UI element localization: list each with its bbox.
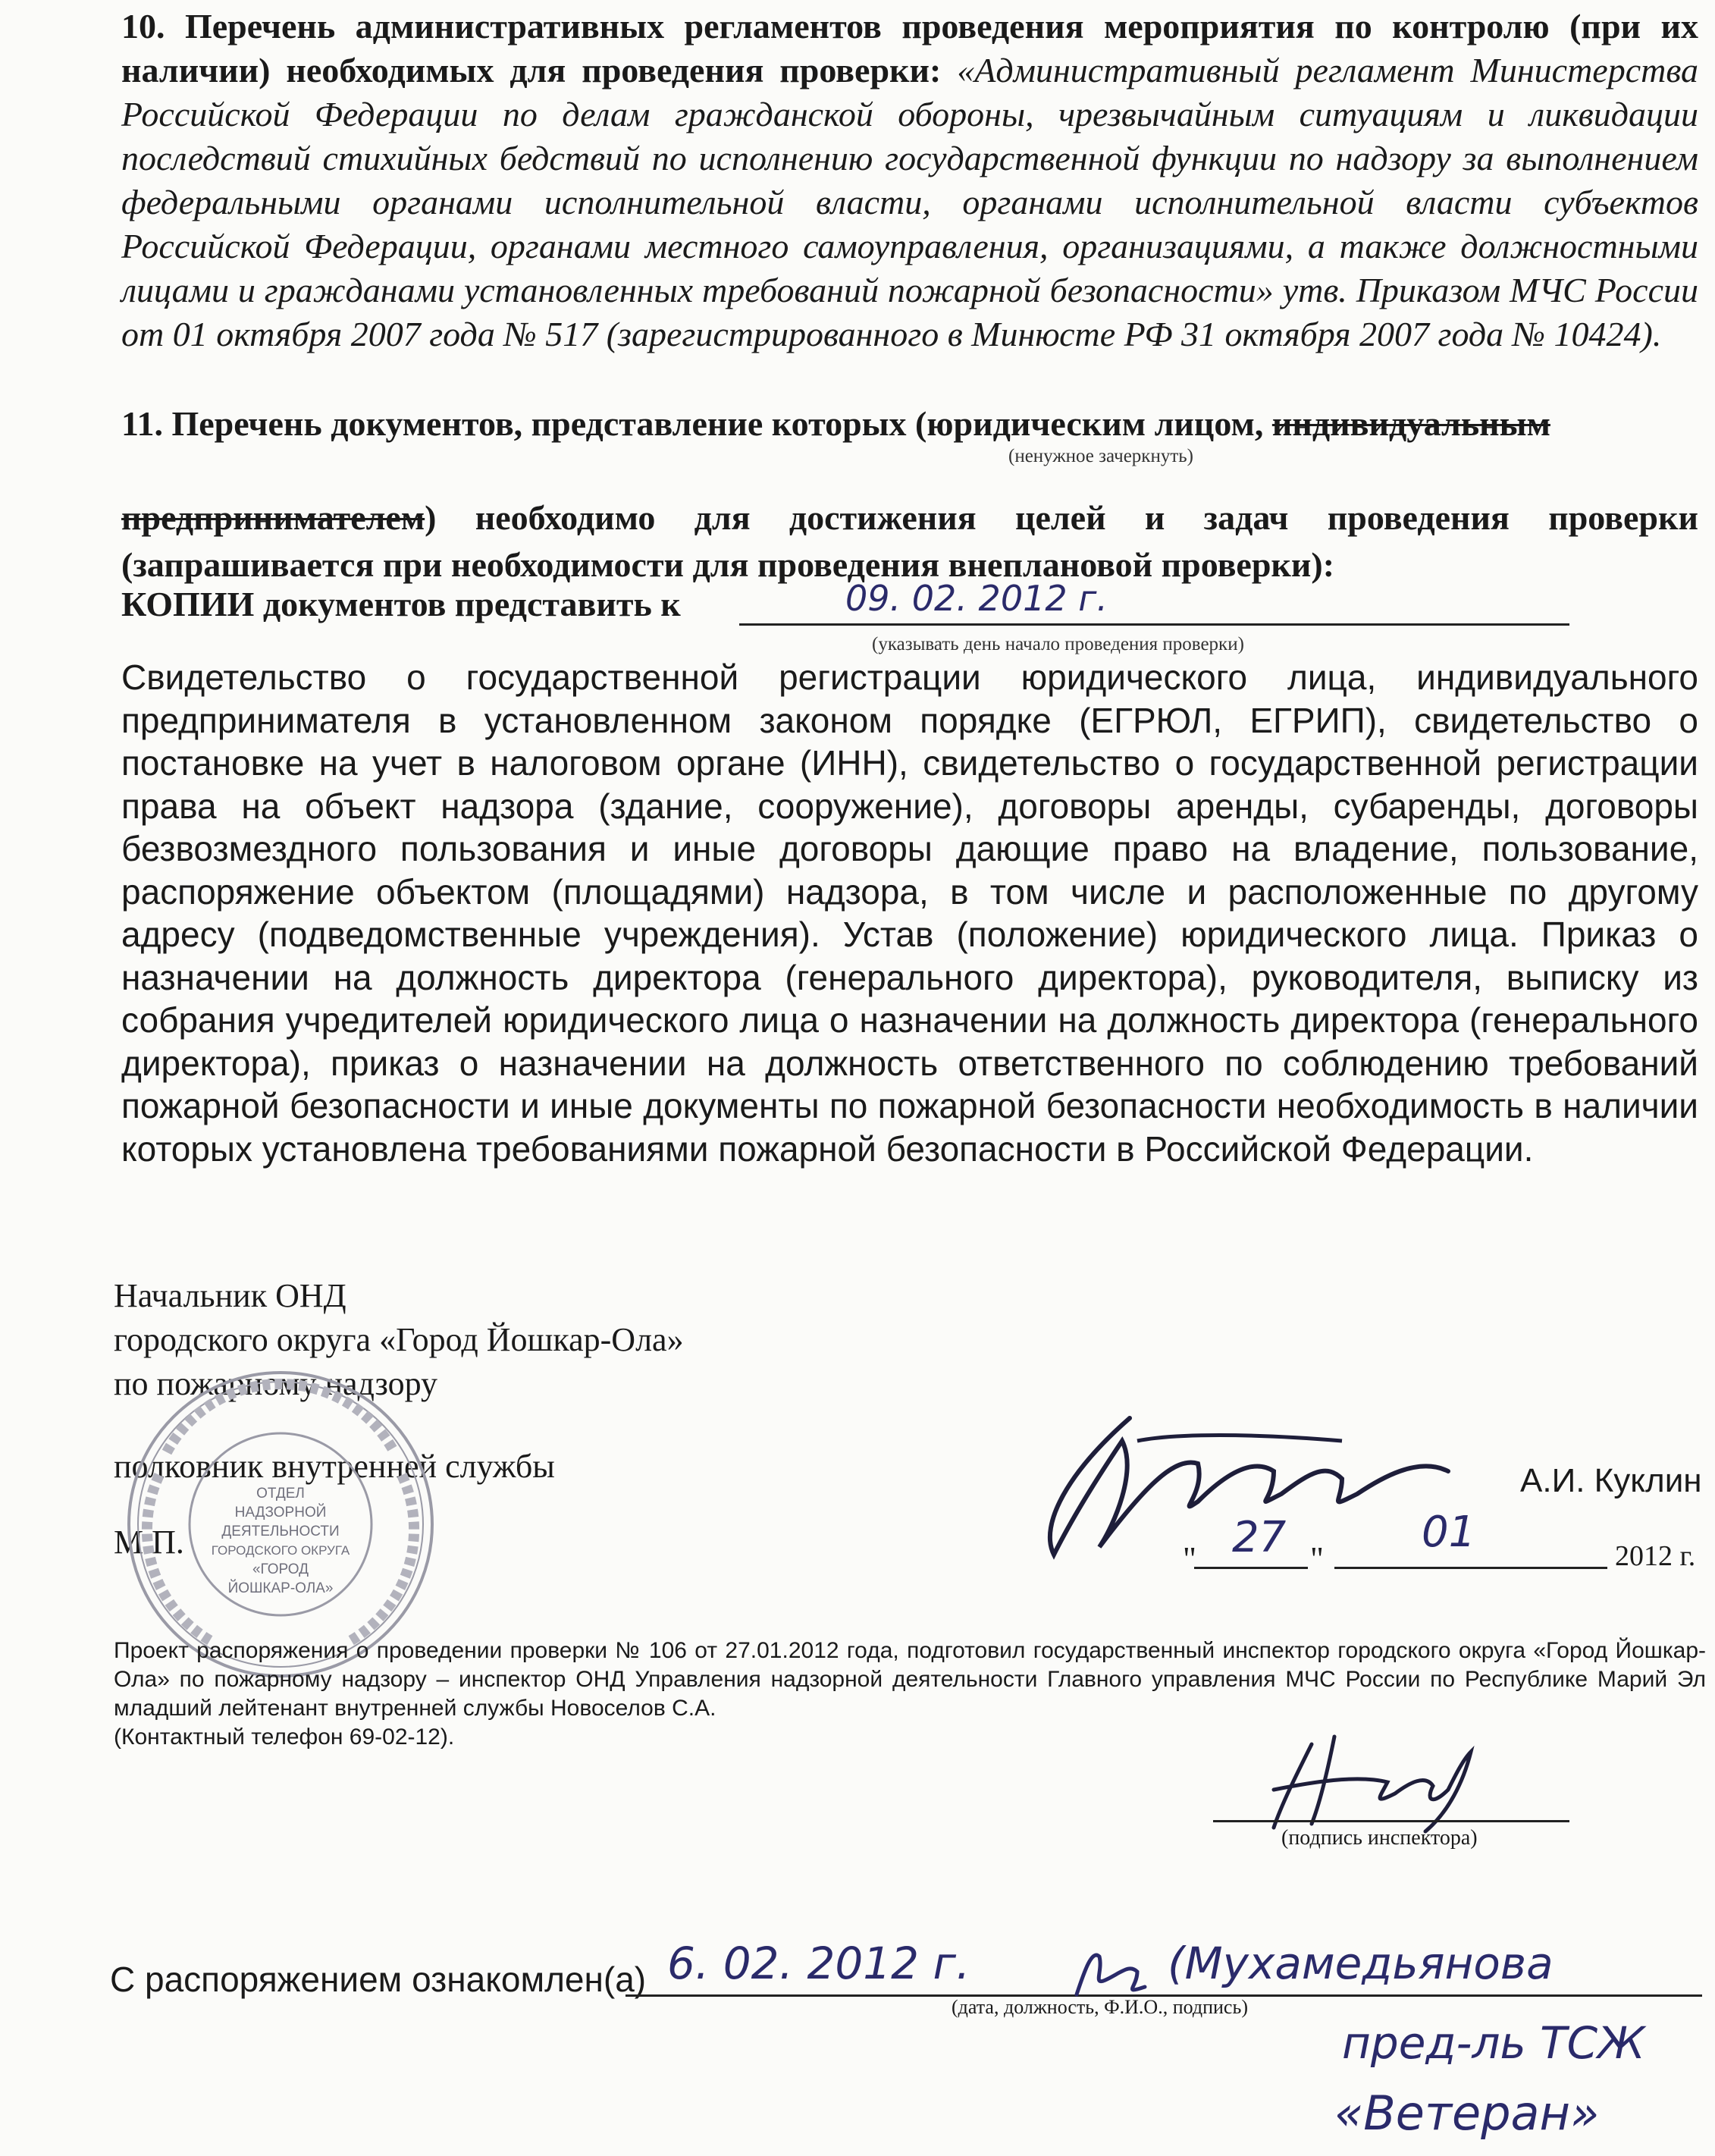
handwritten-ack-date: 6. 02. 2012 г. <box>667 1938 970 1989</box>
signatory-line-2: городского округа «Город Йошкар-Ола» <box>114 1321 684 1358</box>
inspector-signature-hint: (подпись инспектора) <box>1281 1826 1478 1850</box>
documents-text: Свидетельство о государственной регистрации юридического лица, индивидуального предпринимателя в установленном законом порядке (ЕГРЮЛ, ЕГРИП), свидетельство о постановке на учет в налоговом органе (ИНН), свидетельство о государственной регистрации права на объект надзора (здание, сооружение), договоры аренды, субаренды, договоры безвозмездного пользования и иные договоры дающие право на владение, пользование, распоряжение объектом (площадями) надзора, в том числе и расположенные по другому адресу (подведомственные учреждения). Устав (положение) юридического лица. Приказ о назначении на должность директора (генерального директора), руководителя, выписку из собрания учредителей юридического лица о назначении на должность директора (генерального директора), приказ о назначении на должность ответственного по соблюдению требований пожарной безопасности и иные документы по пожарной безопасности необходимость в наличии которых установлена требованиями пожарной безопасности в Российской Федерации. <box>121 657 1698 1169</box>
documents-list <box>121 656 1698 1170</box>
date-year: 2012 г. <box>1615 1540 1696 1572</box>
ack-initials-signature <box>1061 1941 1160 2002</box>
section-11-label-start: 11. Перечень документов, представление которых (юридическим лицом, <box>121 404 1272 443</box>
acknowledgement-hint: (дата, должность, Ф.И.О., подпись) <box>952 1996 1248 2018</box>
handwritten-day: 27 <box>1232 1513 1287 1562</box>
copies-label: КОПИИ документов представить к <box>121 585 681 623</box>
section-11-label-end: ) необходимо для достижения целей и задач проведения проверки (запрашивается при необходимости для проведения внеплановой проверки): <box>121 498 1698 584</box>
svg-text:ЙОШКАР-ОЛА»: ЙОШКАР-ОЛА» <box>227 1580 334 1596</box>
chief-name: А.И. Куклин <box>1520 1462 1702 1499</box>
copies-hint: (указывать день начало проведения проверки) <box>872 634 1244 654</box>
month-line <box>1334 1567 1607 1569</box>
project-note-phone: (Контактный телефон 69-02-12). <box>114 1724 455 1750</box>
project-note-text: Проект распоряжения о проведении проверки № 106 от 27.01.2012 года, подготовил государственный инспектор городского округа «Город Йошкар-Ола» по пожарному надзору – инспектор ОНД Управления надзорной деятельности Главного управления МЧС России по Республике Марий Эл младший лейтенант внутренней службы Новоселов С.А. <box>114 1638 1706 1721</box>
struck-word-individual: индивидуальным <box>1271 404 1550 443</box>
svg-text:ГОРОДСКОГО ОКРУГА: ГОРОДСКОГО ОКРУГА <box>211 1543 350 1558</box>
seal-place-label: М.П. <box>114 1524 184 1561</box>
svg-text:«ГОРОД: «ГОРОД <box>252 1561 309 1577</box>
date-quote-open: " <box>1183 1540 1196 1577</box>
section-10-text: «Административный регламент Министерства Российской Федерации по делам гражданской обороны, чрезвычайным ситуациям и ликвидации последствий стихийных бедствий по исполнению государственной функции по надзору за выполнением федеральными органами исполнительной власти, органами исполнительной власти субъектов Российской Федерации, органами местного самоуправления, организациями, а также должностными лицами и гражданами установленных требований пожарной безопасности» утв. Приказом МЧС России от 01 октября 2007 года № 517 (зарегистрированного в Минюсте РФ 31 октября 2007 года № 10424). <box>121 51 1698 353</box>
handwritten-ack-post-2: «Ветеран» <box>1334 2085 1600 2141</box>
signatory-line-3: по пожарному надзору <box>114 1365 438 1402</box>
inspector-signature-line <box>1213 1820 1569 1822</box>
svg-text:НАДЗОРНОЙ: НАДЗОРНОЙ <box>234 1505 327 1520</box>
svg-text:ДЕЯТЕЛЬНОСТИ: ДЕЯТЕЛЬНОСТИ <box>221 1524 340 1539</box>
signatory-rank: полковник внутренней службы <box>114 1448 555 1485</box>
date-quote-close: " <box>1310 1540 1324 1577</box>
section-11 <box>121 400 1698 588</box>
handwritten-month: 01 <box>1422 1508 1476 1557</box>
svg-text:ОТДЕЛ: ОТДЕЛ <box>256 1486 305 1502</box>
inspector-signature <box>1251 1729 1501 1835</box>
handwritten-ack-name: (Мухамедьянова <box>1168 1938 1554 1989</box>
signatory-line-1: Начальник ОНД <box>114 1277 346 1314</box>
handwritten-ack-post-1: пред-ль ТСЖ <box>1342 2017 1645 2069</box>
copies-handwritten-date: 09. 02. 2012 г. <box>845 578 1108 619</box>
struck-word-entrepreneur: предпринимателем <box>121 498 425 537</box>
acknowledgement-label: С распоряжением ознакомлен(а) <box>110 1960 647 1999</box>
strike-hint: (ненужное зачеркнуть) <box>1008 446 1193 466</box>
section-10-label: 10. Перечень административных регламентов проведения мероприятия по контролю (при их наличии) необходимых для проведения проверки: <box>121 7 1698 89</box>
section-10 <box>121 5 1698 356</box>
copies-date-line <box>739 623 1569 626</box>
day-line <box>1194 1567 1308 1569</box>
